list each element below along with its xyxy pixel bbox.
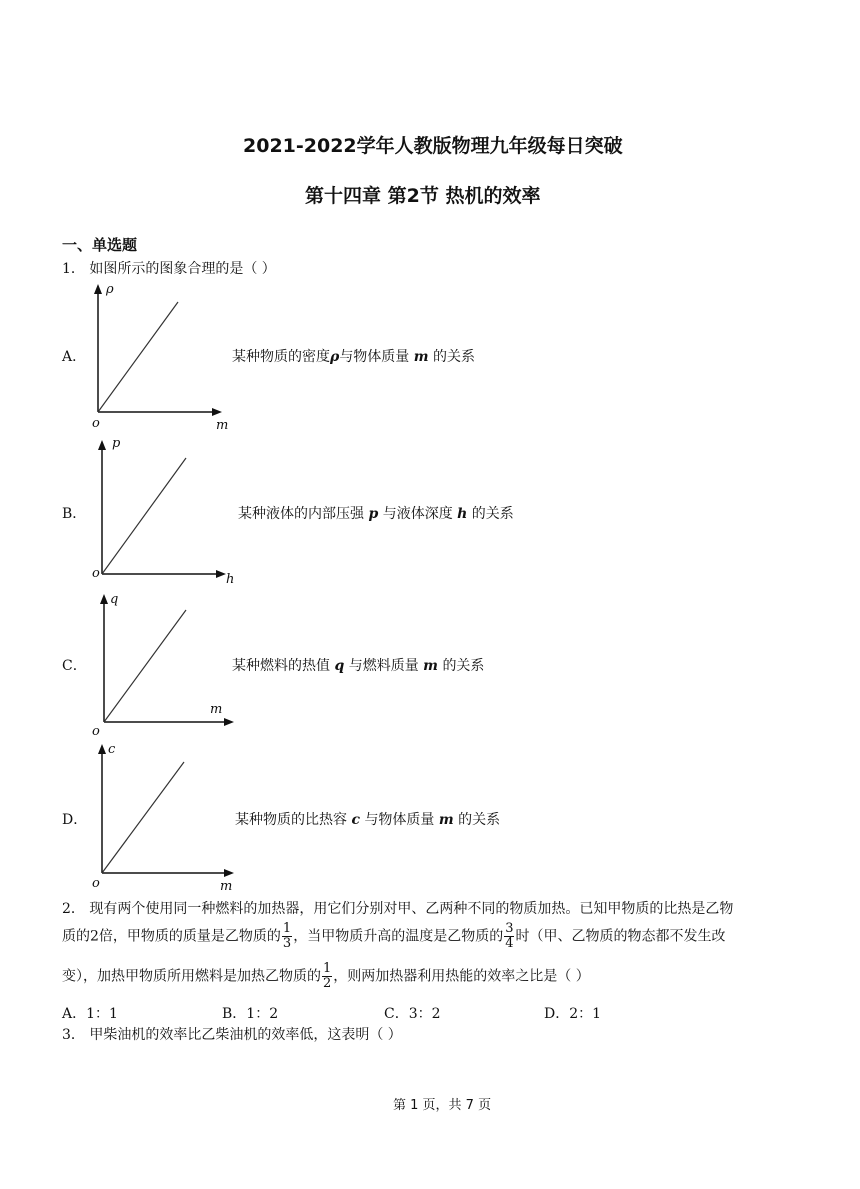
option-c-graph <box>92 592 244 739</box>
origin-label: o <box>92 566 100 581</box>
question-2-option-b: B．1：2 <box>222 1006 279 1022</box>
question-2-line-2: 质的2倍，甲物质的质量是乙物质的 $\frac{1}{3}$ ，当甲物质升高的温度是乙物质的 $\frac{3}{4}$ 时（甲、乙物质的物态都不发生改 <box>62 921 726 951</box>
option-b-description: 某种液体的内部压强 p 与液体深度 h 的关系 <box>238 506 514 522</box>
question-2-line-1: 2． 现有两个使用同一种燃料的加热器，用它们分别对甲、乙两种不同的物质加热。已知甲物质的比热是乙物 <box>62 901 734 917</box>
page-number: 第 1 页，共 7 页 <box>393 1098 492 1113</box>
document-subtitle: 第十四章 第2节 热机的效率 <box>305 185 541 207</box>
option-c-letter: C． <box>62 658 87 674</box>
question-2-option-c: C．3：2 <box>384 1006 441 1022</box>
x-axis-label: h <box>226 572 235 587</box>
y-axis-label: c <box>108 742 116 757</box>
option-c-description: 某种燃料的热值 q 与燃料质量 m 的关系 <box>232 658 485 674</box>
question-1-stem: 1． 如图所示的图象合理的是（ ） <box>62 261 276 277</box>
question-3-stem: 3． 甲柴油机的效率比乙柴油机的效率低，这表明（ ） <box>62 1027 402 1043</box>
x-axis-label: m <box>210 702 223 717</box>
y-axis-label: ρ <box>106 282 114 297</box>
option-d-graph <box>92 742 242 894</box>
y-axis-label: p <box>112 436 121 451</box>
option-a-description: 某种物质的密度ρ与物体质量 m 的关系 <box>232 349 476 365</box>
option-d-description: 某种物质的比热容 c 与物体质量 m 的关系 <box>235 812 501 828</box>
question-2-line-3: 变），加热甲物质所用燃料是加热乙物质的 $\frac{1}{2}$ ，则两加热器利用热能的效率之比是（ ） <box>62 961 590 991</box>
x-axis-label: m <box>216 418 229 433</box>
origin-label: o <box>92 876 100 891</box>
option-a-graph <box>88 282 228 432</box>
document-title: 2021-2022学年人教版物理九年级每日突破 <box>243 135 623 157</box>
question-2-option-a: A．1：1 <box>62 1006 118 1022</box>
question-2-option-d: D．2：1 <box>544 1006 602 1022</box>
y-axis-label: q <box>110 592 119 607</box>
fraction-one-half: $\frac{1}{2}$ <box>323 961 332 991</box>
fraction-three-quarters: $\frac{3}{4}$ <box>505 921 514 951</box>
section-heading: 一、单选题 <box>62 236 138 254</box>
fraction-one-third: $\frac{1}{3}$ <box>282 921 292 951</box>
option-a-letter: A． <box>62 349 87 365</box>
option-b-letter: B． <box>62 506 87 522</box>
option-b-graph <box>92 436 235 587</box>
origin-label: o <box>92 416 100 431</box>
x-axis-label: m <box>220 879 233 894</box>
option-d-letter: D． <box>62 812 88 828</box>
origin-label: o <box>92 724 100 739</box>
